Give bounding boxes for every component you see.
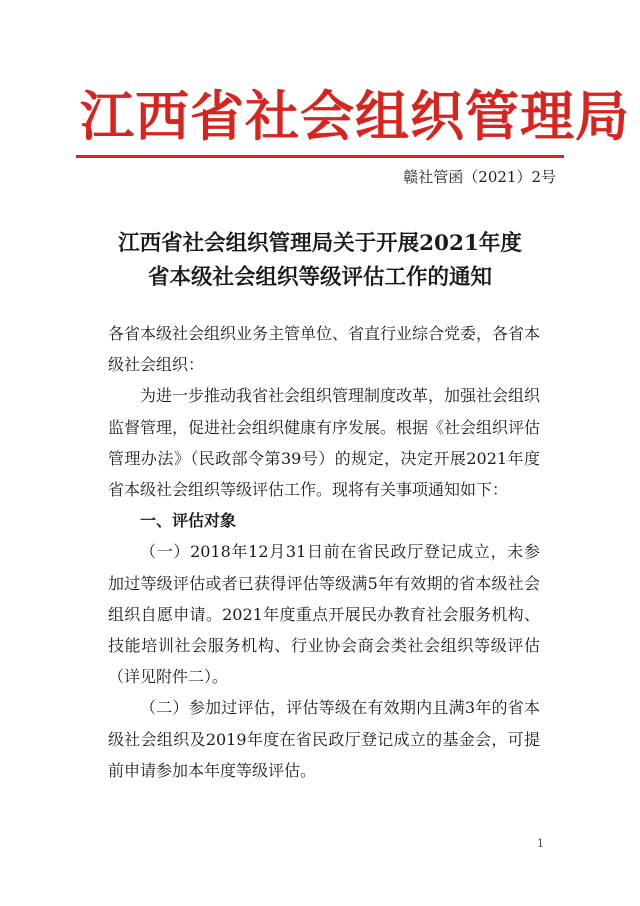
list-item: （二）参加过评估，评估等级在有效期内且满3年的省本级社会组织及2019年度在省民政厅登记成立的基金会，可提前申请参加本年度等级评估。: [108, 698, 540, 780]
red-divider-line: [76, 155, 564, 158]
section-heading: 一、评估对象: [140, 511, 237, 531]
salutation: 各省本级社会组织业务主管单位、省直行业综合党委，各省本级社会组织：: [108, 324, 541, 375]
list-item: （一）2018年12月31日前在省民政厅登记成立，未参加过等级评估或者已获得评估等级满5年有效期的省本级社会组织自愿申请。2021年度重点开展民办教育社会服务机构、技能培训社会服务机构、行业协会商会类社会组织等级评估（详见附件二）。: [108, 542, 540, 687]
intro-paragraph: 为进一步推动我省社会组织管理制度改革，加强社会组织监督管理，促进社会组织健康有序发展。根据《社会组织评估管理办法》（民政部令第39号）的规定，决定开展2021年度省本级社会组织等级评估工作。现将有关事项通知如下：: [108, 386, 541, 500]
issuer-masthead: 江西省社会组织管理局: [80, 85, 630, 148]
document-title-line-2: 省本级社会组织等级评估工作的通知: [147, 265, 492, 290]
document-body: [108, 318, 540, 786]
document-number: 赣社管函（2021）2号: [403, 168, 556, 186]
page-number: 1: [537, 837, 544, 850]
document-title-line-1: 江西省社会组织管理局关于开展2021年度: [118, 231, 522, 256]
